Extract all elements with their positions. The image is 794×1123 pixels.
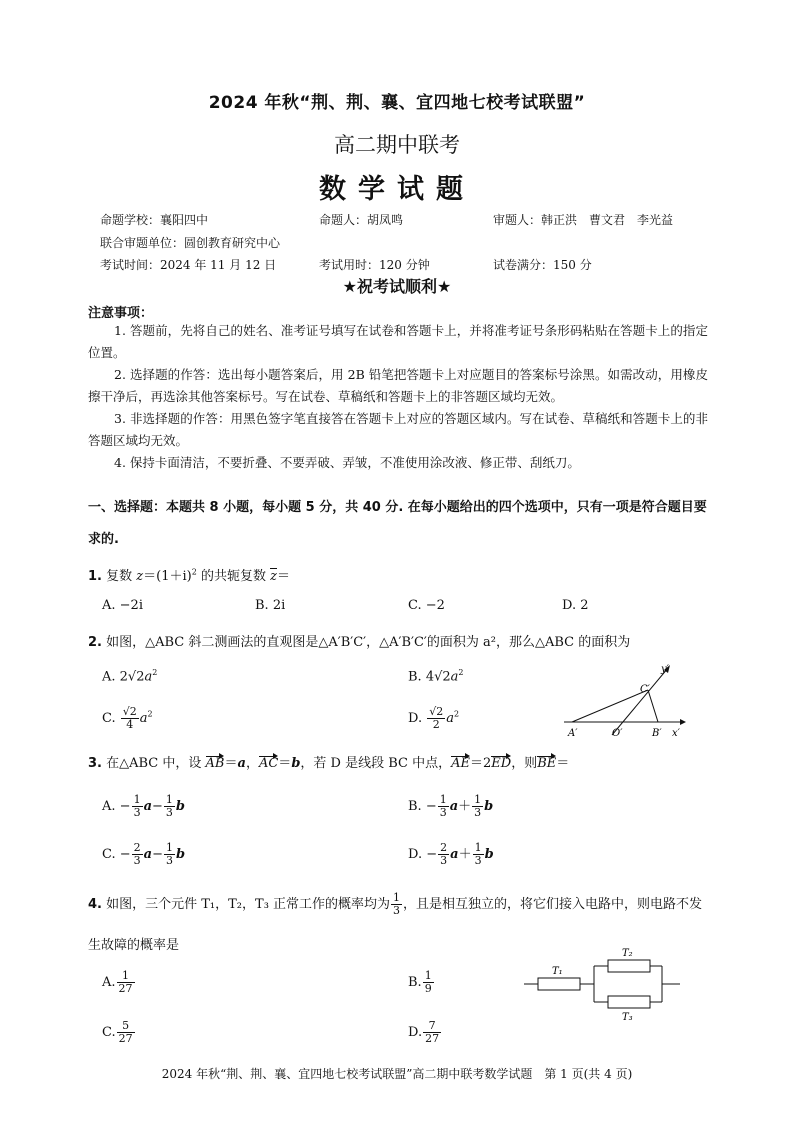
x-axis-arrow — [680, 719, 686, 725]
label-o: O′ — [612, 728, 623, 739]
q3-option-b: B. − $\frac{1}{3}$ a＋ $\frac{1}{3}$ b — [408, 793, 494, 819]
q3-option-c: C. − $\frac{2}{3}$ a− $\frac{1}{3}$ b — [102, 841, 186, 867]
notice-item: 1. 答题前，先将自己的姓名、准考证号填写在试卷和答题卡上，并将准考证号条形码粘贴在答题卡上的指定位置。 — [88, 323, 708, 360]
q2-option-a: A. $2√2a^2$ — [102, 668, 158, 685]
label-y: y′ — [661, 664, 669, 675]
question-1: 1. 复数 $z=(1+i)^2$ 的共轭复数 z＝ — [88, 567, 290, 584]
section-heading: 一、选择题：本题共 8 小题，每小题 5 分，共 40 分. 在每小题给出的四个选项中，只有一项是符合题目要求的. — [88, 500, 707, 547]
question-4: 4. 如图，三个元件 T₁，T₂，T₃ 正常工作的概率均为 $\frac{1}{3}$ ，且是相互独立的，将它们接入电路中，则电路不发 — [88, 891, 703, 917]
q2-option-c: C. $\frac{√2}{4}$ $a^2$ — [102, 705, 153, 731]
page-footer: 2024 年秋“荆、荆、襄、宜四地七校考试联盟”高二期中联考数学试题 第 1 页(共 4 页) — [161, 1067, 633, 1081]
label-x: x′ — [672, 728, 680, 739]
label-c: C′ — [640, 684, 650, 695]
resistor-t3 — [608, 996, 650, 1008]
notice-item: 4. 保持卡面清洁，不要折叠、不要弄破、弄皱，不准使用涂改液、修正带、刮纸刀。 — [114, 455, 580, 470]
meta-reviewers: 审题人：韩正洪 曹文君 李光益 — [493, 213, 674, 227]
q2-figure — [560, 660, 690, 742]
meta-joint-unit: 联合审题单位：圆创教育研究中心 — [100, 236, 281, 250]
q4-option-c: C. $\frac{5}{27}$ — [102, 1019, 133, 1045]
notice-item: 2. 选择题的作答：选出每小题答案后，用 2B 铅笔把答题卡上对应题目的答案标号涂黑。如需改动，用橡皮擦干净后，再选涂其他答案标号。写在试卷、草稿纸和答题卡上的非答题区域均无效。 — [88, 367, 708, 404]
q3-option-a: A. − $\frac{1}{3}$ a− $\frac{1}{3}$ b — [102, 793, 185, 819]
meta-author: 命题人：胡凤鸣 — [319, 213, 404, 227]
meta-school: 命题学校：襄阳四中 — [100, 213, 209, 227]
q1-option-c: C. −2 — [408, 598, 445, 613]
label-a: A′ — [568, 728, 578, 739]
meta-duration: 考试用时：120 分钟 — [319, 258, 430, 272]
exam-title-subject: 数学试题 — [319, 174, 475, 205]
label-t1: T₁ — [552, 966, 563, 977]
q3-option-d: D. − $\frac{2}{3}$ a＋ $\frac{1}{3}$ b — [408, 841, 494, 867]
q4-option-a: A. $\frac{1}{27}$ — [102, 969, 133, 995]
label-t3: T₃ — [622, 1012, 633, 1023]
label-t2: T₂ — [622, 948, 633, 959]
q1-option-a: A. −2i — [102, 598, 143, 613]
exam-title-line2: 高二期中联考 — [334, 133, 460, 157]
q1-option-d: D. 2 — [562, 598, 589, 613]
resistor-t1 — [538, 978, 580, 990]
q4-option-b: B. $\frac{1}{9}$ — [408, 969, 432, 995]
q2-option-d: D. $\frac{√2}{2}$ $a^2$ — [408, 705, 460, 731]
notice-heading: 注意事项： — [88, 306, 154, 321]
q4-option-d: D. $\frac{7}{27}$ — [408, 1019, 440, 1045]
notice-item: 3. 非选择题的作答：用黑色签字笔直接答在答题卡上对应的答题区域内。写在试卷、草稿纸和答题卡上的非答题区域均无效。 — [88, 411, 708, 448]
question-3: 3. 在△ABC 中，设 AB＝a，AC＝b，若 D 是线段 BC 中点，AE＝2ED，则BE＝ — [88, 756, 570, 771]
meta-exam-date: 考试时间：2024 年 11 月 12 日 — [100, 258, 277, 272]
question-2: 2. 如图，△ABC 斜二测画法的直观图是△A′B′C′，△A′B′C′的面积为 a²，那么△ABC 的面积为 — [88, 635, 631, 650]
blessing: ★祝考试顺利★ — [342, 277, 452, 296]
exam-title-line1: 2024 年秋“荆、荆、襄、宜四地七校考试联盟” — [208, 93, 586, 113]
label-b: B′ — [652, 728, 662, 739]
q1-option-b: B. 2i — [255, 598, 286, 613]
resistor-t2 — [608, 960, 650, 972]
q2-option-b: B. $4√2a^2$ — [408, 668, 464, 685]
meta-full-score: 试卷满分：150 分 — [493, 258, 592, 272]
q4-circuit-figure — [522, 942, 684, 1024]
question-4-continued: 生故障的概率是 — [88, 938, 180, 953]
